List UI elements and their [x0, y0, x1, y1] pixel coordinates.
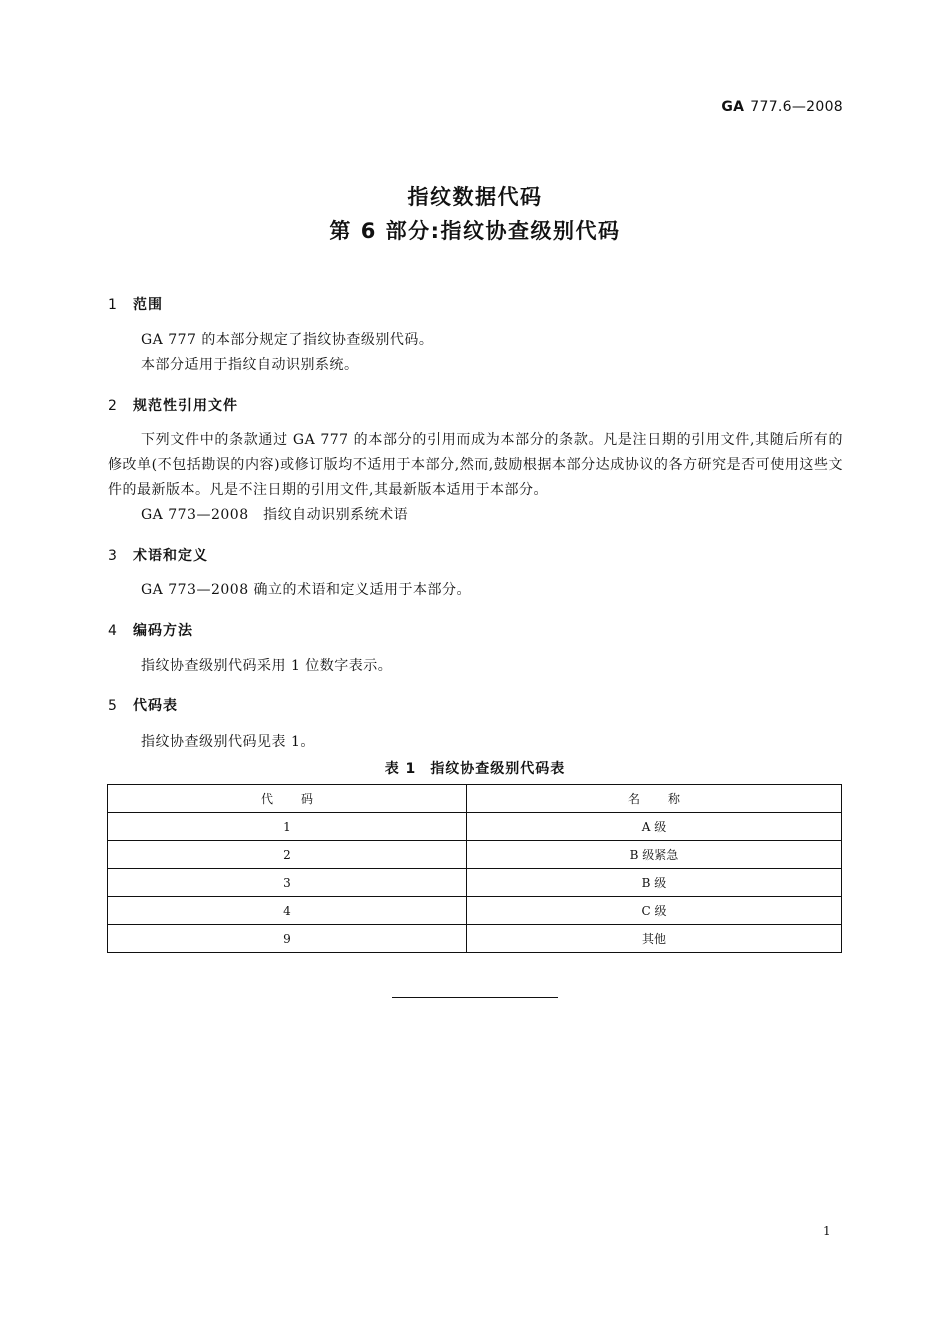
table-row: [108, 869, 842, 897]
section-1-paragraph: 本部分适用于指纹自动识别系统。: [141, 357, 359, 373]
section-number: 1: [108, 297, 118, 313]
section-number: 5: [108, 698, 118, 714]
table-caption-label: 表 1: [384, 761, 417, 777]
table-header-row: [108, 785, 842, 813]
table-row: [108, 813, 842, 841]
name-cell: C 级: [467, 897, 842, 925]
table-row: [108, 897, 842, 925]
normative-reference: GA 773—2008 指纹自动识别系统术语: [141, 507, 409, 523]
section-2-paragraph: 下列文件中的条款通过 GA 777 的本部分的引用而成为本部分的条款。凡是注日期的引用文件,其随后所有的修改单(不包括勘误的内容)或修订版均不适用于本部分,然而,鼓励根据本部分达成协议的各方研究是否可使用这些文件的最新版本。凡是不注日期的引用文件,其最新版本适用于本部分。: [108, 432, 843, 498]
section-title: 规范性引用文件: [133, 398, 238, 414]
section-number: 2: [108, 398, 118, 414]
code-table: [107, 784, 842, 953]
document-subtitle: 第 6 部分:指纹协查级别代码: [329, 219, 621, 243]
section-1-heading: [108, 294, 163, 314]
code-cell: 4: [108, 897, 467, 925]
code-cell: 9: [108, 925, 467, 953]
section-4-paragraph: 指纹协查级别代码采用 1 位数字表示。: [141, 658, 393, 674]
section-1-paragraph: GA 777 的本部分规定了指纹协查级别代码。: [141, 332, 434, 348]
section-title: 术语和定义: [133, 548, 208, 564]
table-caption-title: 指纹协查级别代码表: [430, 761, 566, 777]
page-number: 1: [823, 1224, 831, 1238]
column-header-code: 代码: [108, 785, 467, 813]
end-of-document-rule: [392, 997, 558, 998]
document-title: 指纹数据代码: [407, 185, 543, 209]
table-row: [108, 841, 842, 869]
section-number: 4: [108, 623, 118, 639]
name-cell: A 级: [467, 813, 842, 841]
section-4-heading: [108, 620, 193, 640]
section-5-heading: [108, 695, 178, 715]
standard-code: 777.6—2008: [750, 99, 843, 115]
column-header-name: 名称: [467, 785, 842, 813]
name-cell: B 级紧急: [467, 841, 842, 869]
section-2-heading: [108, 395, 238, 415]
section-3-paragraph: GA 773—2008 确立的术语和定义适用于本部分。: [141, 582, 472, 598]
name-cell: 其他: [467, 925, 842, 953]
section-title: 范围: [133, 297, 163, 313]
code-cell: 1: [108, 813, 467, 841]
section-title: 编码方法: [133, 623, 193, 639]
standard-prefix: GA: [721, 99, 745, 115]
name-cell: B 级: [467, 869, 842, 897]
section-3-heading: [108, 545, 208, 565]
table-row: [108, 925, 842, 953]
table-caption: [0, 758, 950, 778]
standard-number: [721, 99, 843, 115]
code-cell: 3: [108, 869, 467, 897]
section-number: 3: [108, 548, 118, 564]
code-cell: 2: [108, 841, 467, 869]
section-5-paragraph: 指纹协查级别代码见表 1。: [141, 734, 315, 750]
section-title: 代码表: [133, 698, 178, 714]
